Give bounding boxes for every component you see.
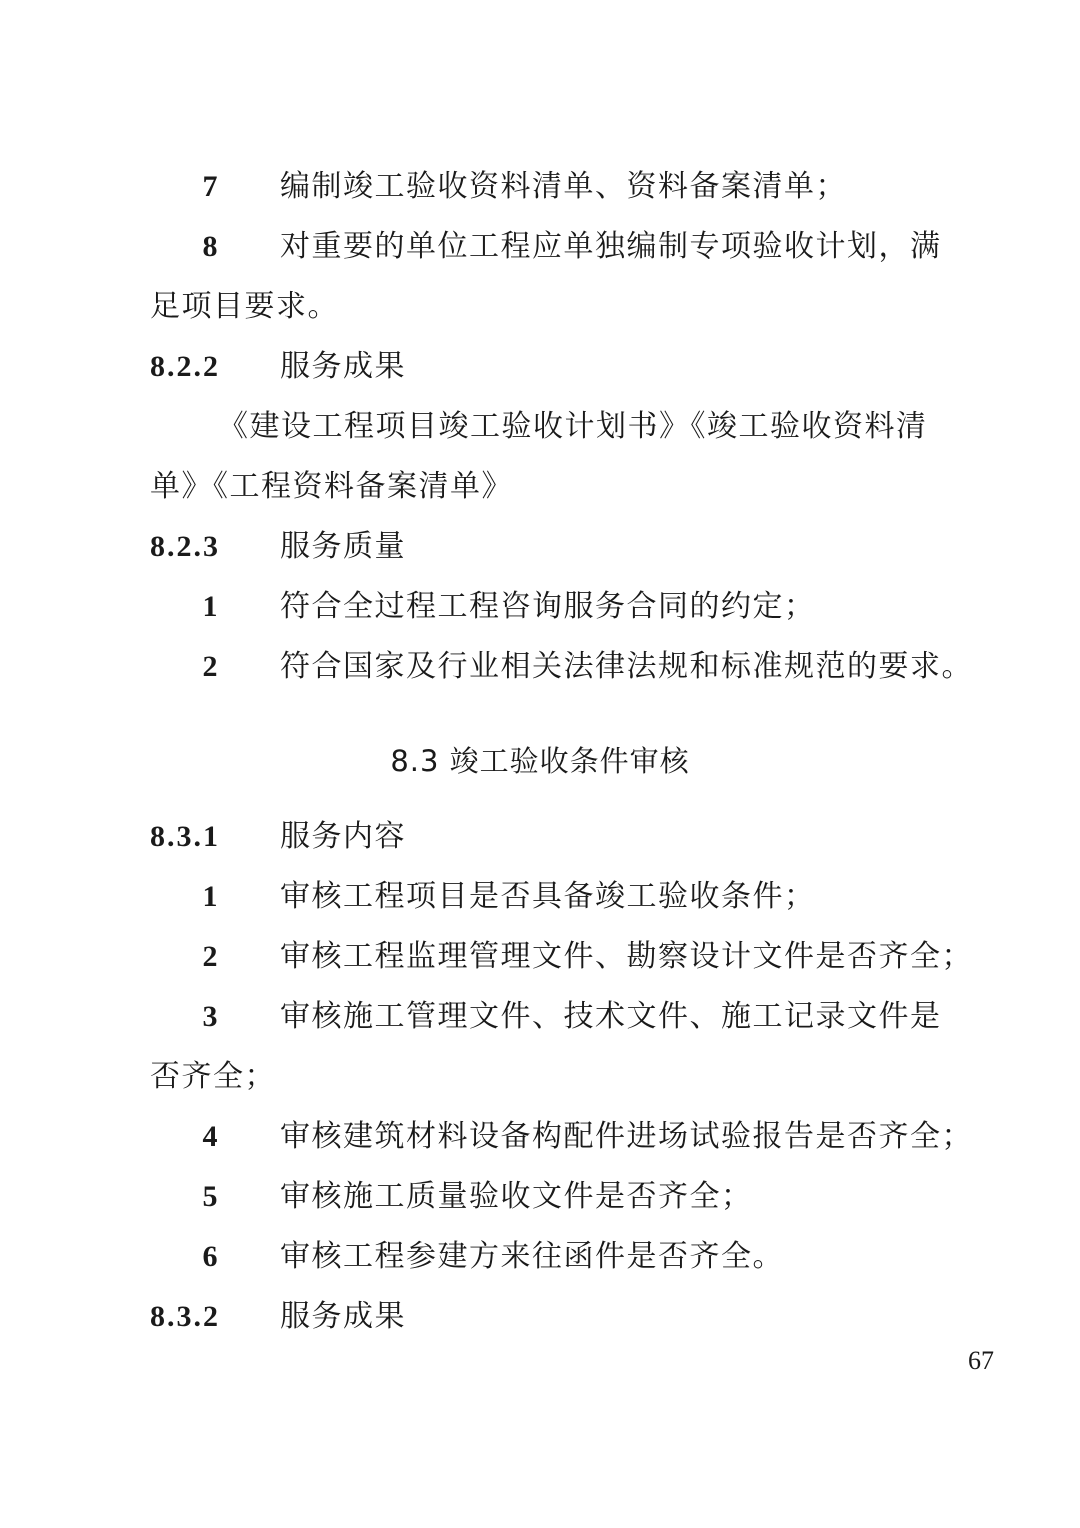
list-item xyxy=(150,1172,940,1222)
section-heading xyxy=(150,342,940,392)
section-heading xyxy=(150,812,940,862)
item-text: 审核施工管理文件、技术文件、施工记录文件是 xyxy=(280,999,942,1034)
item-text: 审核工程项目是否具备竣工验收条件； xyxy=(280,879,816,914)
item-number: 2 xyxy=(202,940,218,973)
item-number: 5 xyxy=(202,1180,218,1213)
page-number: 67 xyxy=(968,1346,994,1375)
paragraph-line: 单》《工程资料备案清单》 xyxy=(150,469,513,504)
list-item xyxy=(150,932,973,982)
item-text: 审核工程参建方来往函件是否齐全。 xyxy=(280,1239,784,1274)
section-title: 服务质量 xyxy=(280,529,406,564)
item-continuation: 否齐全； xyxy=(150,1059,276,1094)
item-number: 7 xyxy=(202,170,218,203)
paragraph-line: 《建设工程项目竣工验收计划书》《竣工验收资料清 xyxy=(218,409,928,444)
section-heading xyxy=(150,522,940,572)
item-text: 审核工程监理管理文件、勘察设计文件是否齐全； xyxy=(280,939,973,974)
list-item xyxy=(150,222,940,272)
item-number: 3 xyxy=(202,1000,218,1033)
item-number: 6 xyxy=(202,1240,218,1273)
item-text: 符合国家及行业相关法律法规和标准规范的要求。 xyxy=(280,649,973,684)
list-item xyxy=(150,1112,973,1162)
list-item xyxy=(150,162,940,212)
item-text: 审核施工质量验收文件是否齐全； xyxy=(280,1179,753,1214)
item-number: 8 xyxy=(202,230,218,263)
item-text: 符合全过程工程咨询服务合同的约定； xyxy=(280,589,816,624)
item-text: 审核建筑材料设备构配件进场试验报告是否齐全； xyxy=(280,1119,973,1154)
list-item xyxy=(150,642,973,692)
chapter-section-heading: 8.3 竣工验收条件审核 xyxy=(390,744,690,778)
section-number: 8.3.2 xyxy=(150,1300,220,1333)
section-heading xyxy=(150,1292,940,1342)
item-number: 2 xyxy=(202,650,218,683)
item-continuation: 足项目要求。 xyxy=(150,289,339,324)
section-number: 8.3.1 xyxy=(150,820,220,853)
section-title: 服务内容 xyxy=(280,819,406,854)
section-title: 服务成果 xyxy=(280,1299,406,1334)
item-text: 对重要的单位工程应单独编制专项验收计划，满 xyxy=(280,229,942,264)
section-number: 8.2.3 xyxy=(150,530,220,563)
section-number: 8.2.2 xyxy=(150,350,220,383)
list-item xyxy=(150,1232,940,1282)
item-text: 编制竣工验收资料清单、资料备案清单； xyxy=(280,169,847,204)
section-title: 服务成果 xyxy=(280,349,406,384)
list-item xyxy=(150,582,940,632)
item-number: 4 xyxy=(202,1120,218,1153)
list-item xyxy=(150,872,940,922)
item-number: 1 xyxy=(202,880,218,913)
item-number: 1 xyxy=(202,590,218,623)
list-item xyxy=(150,992,940,1042)
